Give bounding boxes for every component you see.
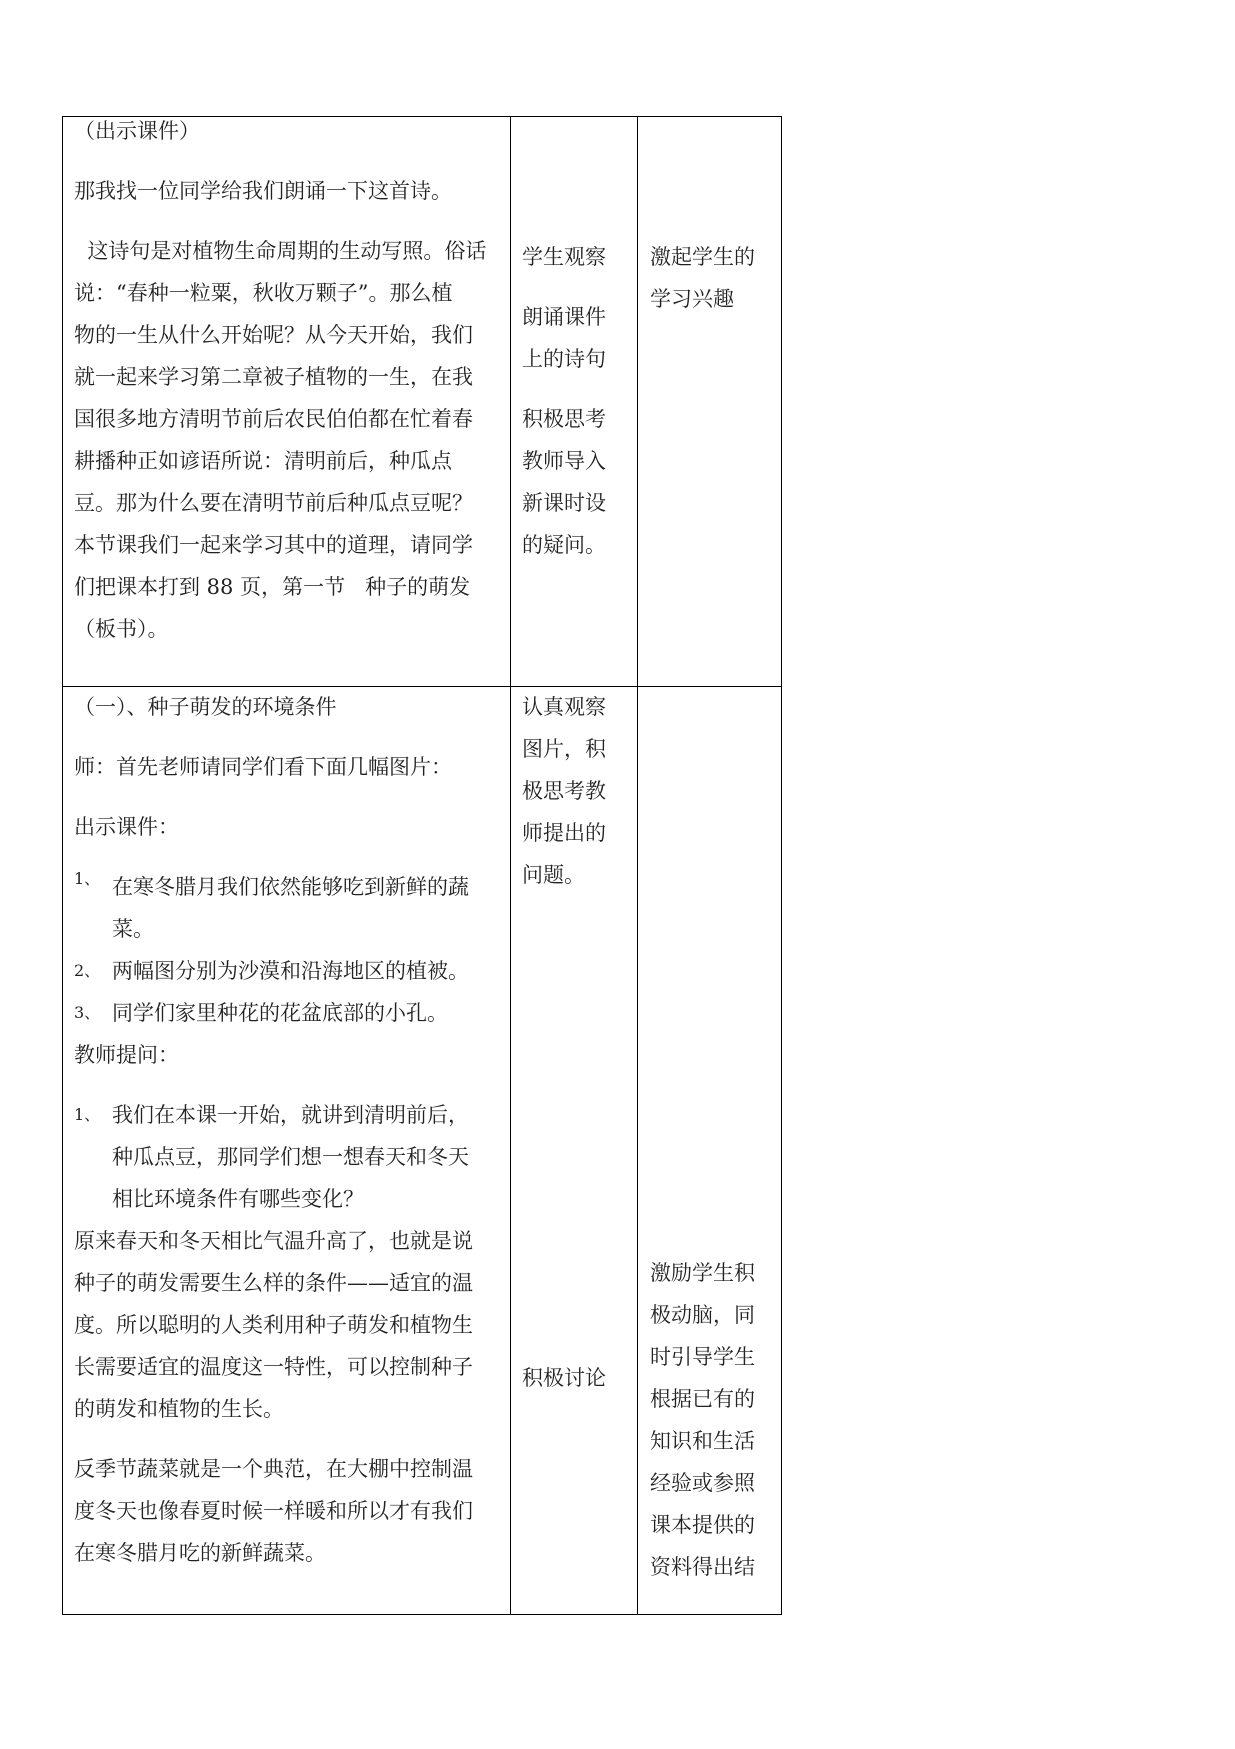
paragraph-line: 耕播种正如谚语所说：清明前后，种瓜点	[74, 449, 452, 473]
table-right-border	[781, 116, 782, 1615]
paragraph-line: 们把课本打到 88 页，第一节 种子的萌发	[74, 575, 471, 599]
paragraph-line: 说：“春种一粒粟，秋收万颗子”。那么植	[74, 281, 453, 305]
row1-purpose-cell	[650, 236, 778, 320]
row2-main-cell	[74, 686, 506, 1574]
explain-paragraph	[74, 1220, 506, 1430]
list-item	[74, 950, 506, 992]
paragraph-line: 长需要适宜的温度这一特性，可以控制种子	[74, 1355, 473, 1379]
student-line: 朗诵课件	[522, 305, 606, 329]
paragraph-line: 反季节蔬菜就是一个典范，在大棚中控制温	[74, 1457, 473, 1481]
question-label: 教师提问：	[74, 1043, 179, 1067]
student-line: 积极思考	[522, 407, 606, 431]
recite-block	[522, 296, 632, 380]
table-left-border	[62, 116, 63, 1615]
list-line: 菜。	[112, 917, 154, 941]
purpose-line: 课本提供的	[650, 1513, 755, 1537]
purpose-line: 激起学生的	[650, 245, 755, 269]
paragraph-line: 豆。那为什么要在清明节前后种瓜点豆呢？	[74, 491, 473, 515]
paragraph-line: （板书）。	[74, 617, 169, 641]
purpose-line: 时引导学生	[650, 1345, 755, 1369]
list-item	[74, 1094, 506, 1220]
student-line: 极思考教	[522, 779, 606, 803]
student-line: 教师导入	[522, 449, 606, 473]
column-divider-1	[510, 116, 511, 1615]
student-line: 认真观察	[522, 695, 606, 719]
student-line: 上的诗句	[522, 347, 606, 371]
show-label: 出示课件：	[74, 815, 179, 839]
paragraph-line: 度。所以聪明的人类利用种子萌发和植物生	[74, 1313, 473, 1337]
example-paragraph	[74, 1448, 506, 1574]
row2-student-cell	[522, 686, 632, 896]
think-block	[522, 398, 632, 566]
list-line: 我们在本课一开始，就讲到清明前后，	[112, 1103, 469, 1127]
paragraph-line: 国很多地方清明节前后农民伯伯都在忙着春	[74, 407, 473, 431]
student-line: 的疑问。	[522, 533, 606, 557]
paragraph-line: 在寒冬腊月吃的新鲜蔬菜。	[74, 1541, 326, 1565]
paragraph-line: 种子的萌发需要生么样的条件——适宜的温	[74, 1271, 473, 1295]
paragraph-line: 原来春天和冬天相比气温升高了，也就是说	[74, 1229, 473, 1253]
intro-paragraph	[74, 230, 506, 650]
student-line: 新课时设	[522, 491, 606, 515]
row2-student-discuss	[522, 1357, 632, 1399]
list-line: 两幅图分别为沙漠和沿海地区的植被。	[112, 959, 469, 983]
purpose-line: 根据已有的	[650, 1387, 755, 1411]
student-observe: 学生观察	[522, 245, 606, 269]
purpose-line: 知识和生活	[650, 1429, 755, 1453]
row1-student-cell	[522, 236, 632, 566]
paragraph-line: 这诗句是对植物生命周期的生动写照。俗话	[74, 239, 487, 263]
list-number: 2、	[74, 961, 101, 980]
list-item	[74, 992, 506, 1034]
list-line: 同学们家里种花的花盆底部的小孔。	[112, 1001, 448, 1025]
opening-text: （出示课件）	[74, 119, 200, 143]
student-line: 图片，积	[522, 737, 606, 761]
list-line: 相比环境条件有哪些变化？	[112, 1187, 364, 1211]
paragraph-line: 本节课我们一起来学习其中的道理，请同学	[74, 533, 473, 557]
purpose-line: 经验或参照	[650, 1471, 755, 1495]
row1-main-cell	[74, 110, 506, 650]
list-line: 种瓜点豆，那同学们想一想春天和冬天	[112, 1145, 469, 1169]
student-line: 问题。	[522, 863, 585, 887]
table-bottom-border	[62, 1614, 782, 1615]
paragraph-line: 的萌发和植物的生长。	[74, 1397, 284, 1421]
list-number: 3、	[74, 1003, 101, 1022]
recite-text: 那我找一位同学给我们朗诵一下这首诗。	[74, 179, 452, 203]
paragraph-line: 就一起来学习第二章被子植物的一生，在我	[74, 365, 473, 389]
purpose-line: 资料得出结	[650, 1555, 755, 1579]
teacher-intro: 师：首先老师请同学们看下面几幅图片：	[74, 755, 452, 779]
list-item	[74, 866, 506, 950]
paragraph-line: 物的一生从什么开始呢？从今天开始，我们	[74, 323, 473, 347]
row2-purpose-cell	[650, 1252, 778, 1588]
section-title: （一）、种子萌发的环境条件	[74, 695, 337, 719]
student-discuss: 积极讨论	[522, 1366, 606, 1390]
list-number: 1、	[74, 1105, 101, 1124]
paragraph-line: 度冬天也像春夏时候一样暖和所以才有我们	[74, 1499, 473, 1523]
purpose-line: 学习兴趣	[650, 287, 734, 311]
student-line: 师提出的	[522, 821, 606, 845]
column-divider-2	[637, 116, 638, 1615]
list-number: 1、	[74, 869, 101, 888]
purpose-line: 激励学生积	[650, 1261, 755, 1285]
list-line: 在寒冬腊月我们依然能够吃到新鲜的蔬	[112, 875, 469, 899]
purpose-line: 极动脑，同	[650, 1303, 755, 1327]
